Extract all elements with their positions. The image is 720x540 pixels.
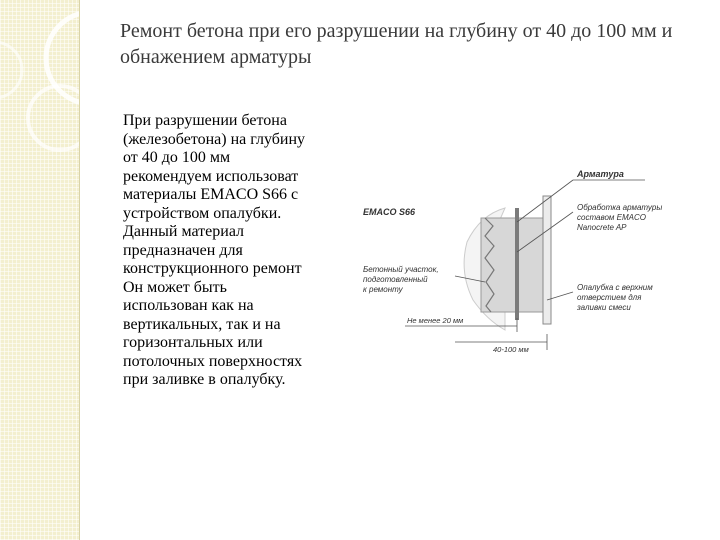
label-rebar: Арматура: [577, 169, 624, 179]
label-formwork-3: заливки смеси: [577, 303, 631, 312]
label-formwork-1: Опалубка с верхним: [577, 283, 653, 292]
slide-body-text: При разрушении бетона (железобетона) на глубину от 40 до 100 мм рекомендуем использоват материалы EMACO S66 с устройством опалубки. Данный материал предназначен для конструкционного ремонт Он может быть использован как на вертикальных, так и на горизонтальных или потолочных поверхностях при заливке в опалубку.: [123, 112, 306, 388]
label-concrete-3: к ремонту: [363, 285, 403, 294]
repair-cross-section-diagram: [355, 160, 695, 355]
label-concrete-2: подготовленный: [363, 275, 428, 284]
formwork-panel: [543, 196, 551, 324]
label-rebar-treatment-3: Nanocrete AP: [577, 223, 627, 232]
label-concrete-1: Бетонный участок,: [363, 265, 439, 274]
label-rebar-treatment-1: Обработка арматуры: [577, 203, 663, 212]
material-label: EMACO S66: [363, 207, 416, 217]
decorative-side-panel: [0, 0, 80, 540]
label-rebar-treatment-2: составом EMACO: [577, 213, 646, 222]
label-formwork-2: отверстием для: [577, 293, 642, 302]
label-dimension-min: Не менее 20 мм: [407, 316, 464, 325]
label-dimension-depth: 40-100 мм: [493, 345, 529, 354]
slide-title: Ремонт бетона при его разрушении на глубину от 40 до 100 мм и обнажением арматуры: [120, 20, 673, 68]
decorative-circles: [0, 0, 79, 540]
